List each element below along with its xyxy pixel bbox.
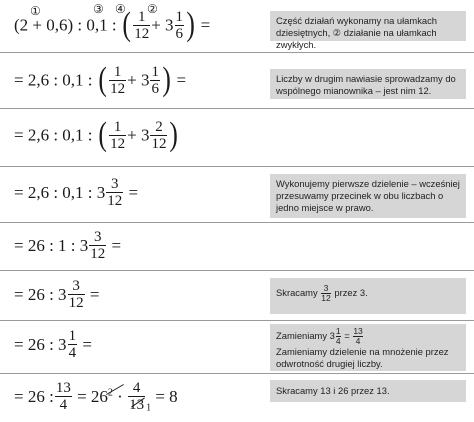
divider [0, 166, 474, 167]
step-7 [0, 322, 474, 372]
step-6-expression: = 26 : 3 $\frac{3}{12}$ = [14, 278, 100, 311]
marker-4: ④ [115, 2, 126, 16]
step-8 [0, 376, 474, 420]
marker-2: ② [147, 2, 158, 16]
note-1: Część działań wykonamy na ułamkach dziesiętnych, ② działanie na ułamkach zwykłych. [270, 11, 466, 41]
note-7-line-1: Zamieniamy 3 $\frac{1}{4}$ = $\frac{13}{4}$ [276, 326, 363, 346]
note-6: Skracamy $\frac{3}{12}$ przez 3. [270, 278, 466, 314]
step-2 [0, 55, 474, 105]
fraction: $\frac{1}{6}$ [175, 8, 184, 42]
note-8: Skracamy 13 i 26 przez 13. [270, 380, 466, 402]
step-5 [0, 225, 474, 270]
step-1-expression: ① (2 + 0,6) : 0,1 : ( $\frac{1}{12}$ + 3 $\frac{1}{6}$ ) = [14, 3, 211, 43]
paren-close: ) [186, 6, 195, 43]
divider [0, 222, 474, 223]
step-4-expression: = 2,6 : 0,1 : 3 $\frac{3}{12}$ = [14, 176, 139, 209]
step-8-expression: = 26 : $\frac{13}{4}$ = $26^2$ · $\frac{4}{13}$ $_1$ = 8 [14, 380, 178, 414]
step-1 [0, 0, 474, 50]
step-3 [0, 112, 474, 162]
paren-open: ( [122, 6, 131, 43]
divider [0, 52, 474, 53]
divider [0, 108, 474, 109]
note-4: Wykonujemy pierwsze dzielenie – wcześniej przesuwamy przecinek w obu liczbach o jedno miejsce w prawo. [270, 174, 466, 218]
step-4 [0, 170, 474, 220]
step-7-expression: = 26 : 3 $\frac{1}{4}$ = [14, 328, 92, 361]
note-7-line-2: Zamieniamy dzielenie na mnożenie przez odwrotność drugiej liczby. [276, 346, 449, 369]
fraction: $\frac{1}{12}$ [134, 8, 150, 42]
step-2-expression: = 2,6 : 0,1 : ( $\frac{1}{12}$ + 3 $\frac{1}{6}$ ) = [14, 61, 187, 98]
note-2: Liczby w drugim nawiasie sprowadzamy do wspólnego mianownika – jest nim 12. [270, 69, 466, 99]
note-7 [270, 324, 466, 371]
marker-3: ③ [93, 2, 104, 16]
step-5-expression: = 26 : 1 : 3 $\frac{3}{12}$ = [14, 229, 122, 262]
step-3-expression: = 2,6 : 0,1 : ( $\frac{1}{12}$ + 3 $\frac{2}{12}$ ) [14, 116, 179, 153]
step-6 [0, 274, 474, 319]
divider [0, 320, 474, 321]
divider [0, 270, 474, 271]
divider [0, 373, 474, 374]
marker-1: ① [30, 3, 41, 18]
